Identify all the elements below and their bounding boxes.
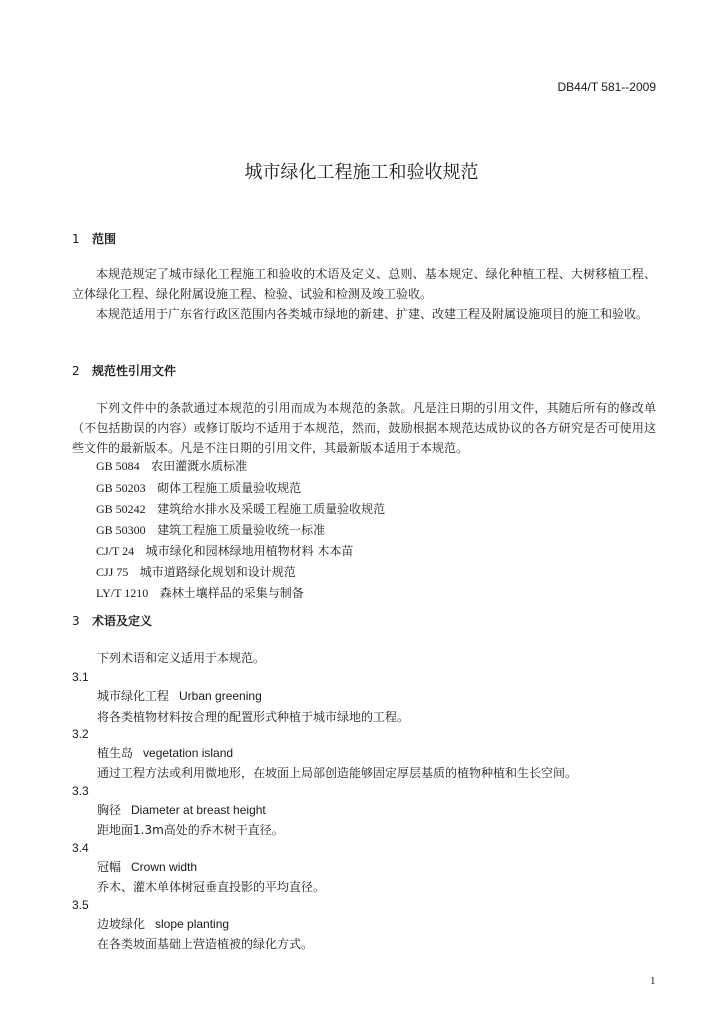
term-definition: 乔木、灌木单体树冠垂直投影的平均直径。 bbox=[97, 880, 326, 894]
term-chinese-name: 胸径 bbox=[97, 803, 122, 817]
term-english-name: vegetation island bbox=[143, 746, 234, 760]
term-chinese-name: 冠幅 bbox=[97, 860, 122, 874]
reference-name: 建筑工程施工质量验收统一标准 bbox=[157, 523, 326, 537]
section-2-intro: 下列文件中的条款通过本规范的引用而成为本规范的条款。凡是注日期的引用文件，其随后所有的修改单（不包括勘误的内容）或修订版均不适用于本规范，然而，鼓励根据本规范达成协议的各方研究是否可使用这些文件的最新版本。凡是不注日期的引用文件，其最新版本适用于本规范。 bbox=[72, 401, 656, 455]
term-definition: 在各类坡面基础上营造植被的绿化方式。 bbox=[97, 937, 314, 951]
term-number: 3.4 bbox=[72, 841, 89, 855]
reference-code: GB 5084 bbox=[96, 459, 140, 473]
term-english-name: Crown width bbox=[131, 860, 198, 874]
term-chinese-name: 植生岛 bbox=[97, 746, 134, 760]
term-number: 3.3 bbox=[72, 784, 89, 798]
reference-item bbox=[96, 499, 385, 519]
section-2-number: 2 bbox=[72, 364, 80, 378]
reference-name: 建筑给水排水及采暖工程施工质量验收规范 bbox=[157, 502, 386, 516]
reference-name: 城市绿化和园林绿地用植物材料 木本苗 bbox=[145, 544, 354, 558]
reference-code: CJJ 75 bbox=[96, 565, 129, 579]
section-1-number: 1 bbox=[72, 232, 80, 246]
reference-item bbox=[96, 520, 325, 540]
term-number: 3.2 bbox=[72, 727, 89, 741]
section-1-heading bbox=[72, 230, 116, 247]
reference-item bbox=[96, 478, 301, 498]
reference-code: GB 50300 bbox=[96, 523, 146, 537]
reference-item bbox=[96, 583, 304, 603]
term-number: 3.5 bbox=[72, 898, 89, 912]
standard-number: DB44/T 581--2009 bbox=[557, 80, 656, 94]
section-1-paragraph-2: 本规范适用于广东省行政区范围内各类城市绿地的新建、扩建、改建工程及附属设施项目的施工和验收。 bbox=[96, 307, 649, 321]
page-number: 1 bbox=[650, 975, 656, 987]
reference-name: 农田灌溉水质标准 bbox=[151, 459, 248, 473]
reference-code: GB 50242 bbox=[96, 502, 146, 516]
term-english-name: Urban greening bbox=[179, 689, 262, 703]
term-heading bbox=[97, 687, 262, 704]
reference-code: LY/T 1210 bbox=[96, 586, 149, 600]
reference-code: GB 50203 bbox=[96, 481, 146, 495]
section-3-number: 3 bbox=[72, 614, 80, 628]
section-1-paragraph-1: 本规范规定了城市绿化工程施工和验收的术语及定义、总则、基本规定、绿化种植工程、大树移植工程、立体绿化工程、绿化附属设施工程、检验、试验和检测及竣工验收。 bbox=[72, 267, 656, 301]
term-heading bbox=[97, 858, 197, 875]
reference-name: 森林土壤样品的采集与制备 bbox=[159, 586, 304, 600]
term-definition: 将各类植物材料按合理的配置形式种植于城市绿地的工程。 bbox=[97, 710, 410, 724]
section-1-title: 范围 bbox=[92, 232, 117, 246]
reference-name: 城市道路绿化规划和设计规范 bbox=[139, 565, 296, 579]
term-chinese-name: 城市绿化工程 bbox=[97, 689, 170, 703]
section-3-heading bbox=[72, 612, 152, 629]
reference-item bbox=[96, 541, 353, 561]
section-2-heading bbox=[72, 362, 176, 379]
section-2-title: 规范性引用文件 bbox=[92, 364, 177, 378]
section-3-title: 术语及定义 bbox=[92, 614, 153, 628]
term-english-name: Diameter at breast height bbox=[131, 803, 266, 817]
reference-code: CJ/T 24 bbox=[96, 544, 135, 558]
reference-item bbox=[96, 456, 247, 476]
term-definition: 通过工程方法或利用微地形，在坡面上局部创造能够固定厚层基质的植物种植和生长空间。 bbox=[97, 766, 578, 780]
term-english-name: slope planting bbox=[155, 917, 230, 931]
term-heading bbox=[97, 801, 266, 818]
term-heading bbox=[97, 915, 229, 932]
term-number: 3.1 bbox=[72, 670, 89, 684]
document-title: 城市绿化工程施工和验收规范 bbox=[244, 162, 479, 183]
section-3-intro: 下列术语和定义适用于本规范。 bbox=[97, 651, 266, 665]
term-chinese-name: 边坡绿化 bbox=[97, 917, 146, 931]
reference-item bbox=[96, 562, 296, 582]
reference-name: 砌体工程施工质量验收规范 bbox=[157, 481, 302, 495]
term-heading bbox=[97, 744, 233, 761]
term-definition: 距地面1.3m高处的乔木树干直径。 bbox=[97, 823, 284, 837]
